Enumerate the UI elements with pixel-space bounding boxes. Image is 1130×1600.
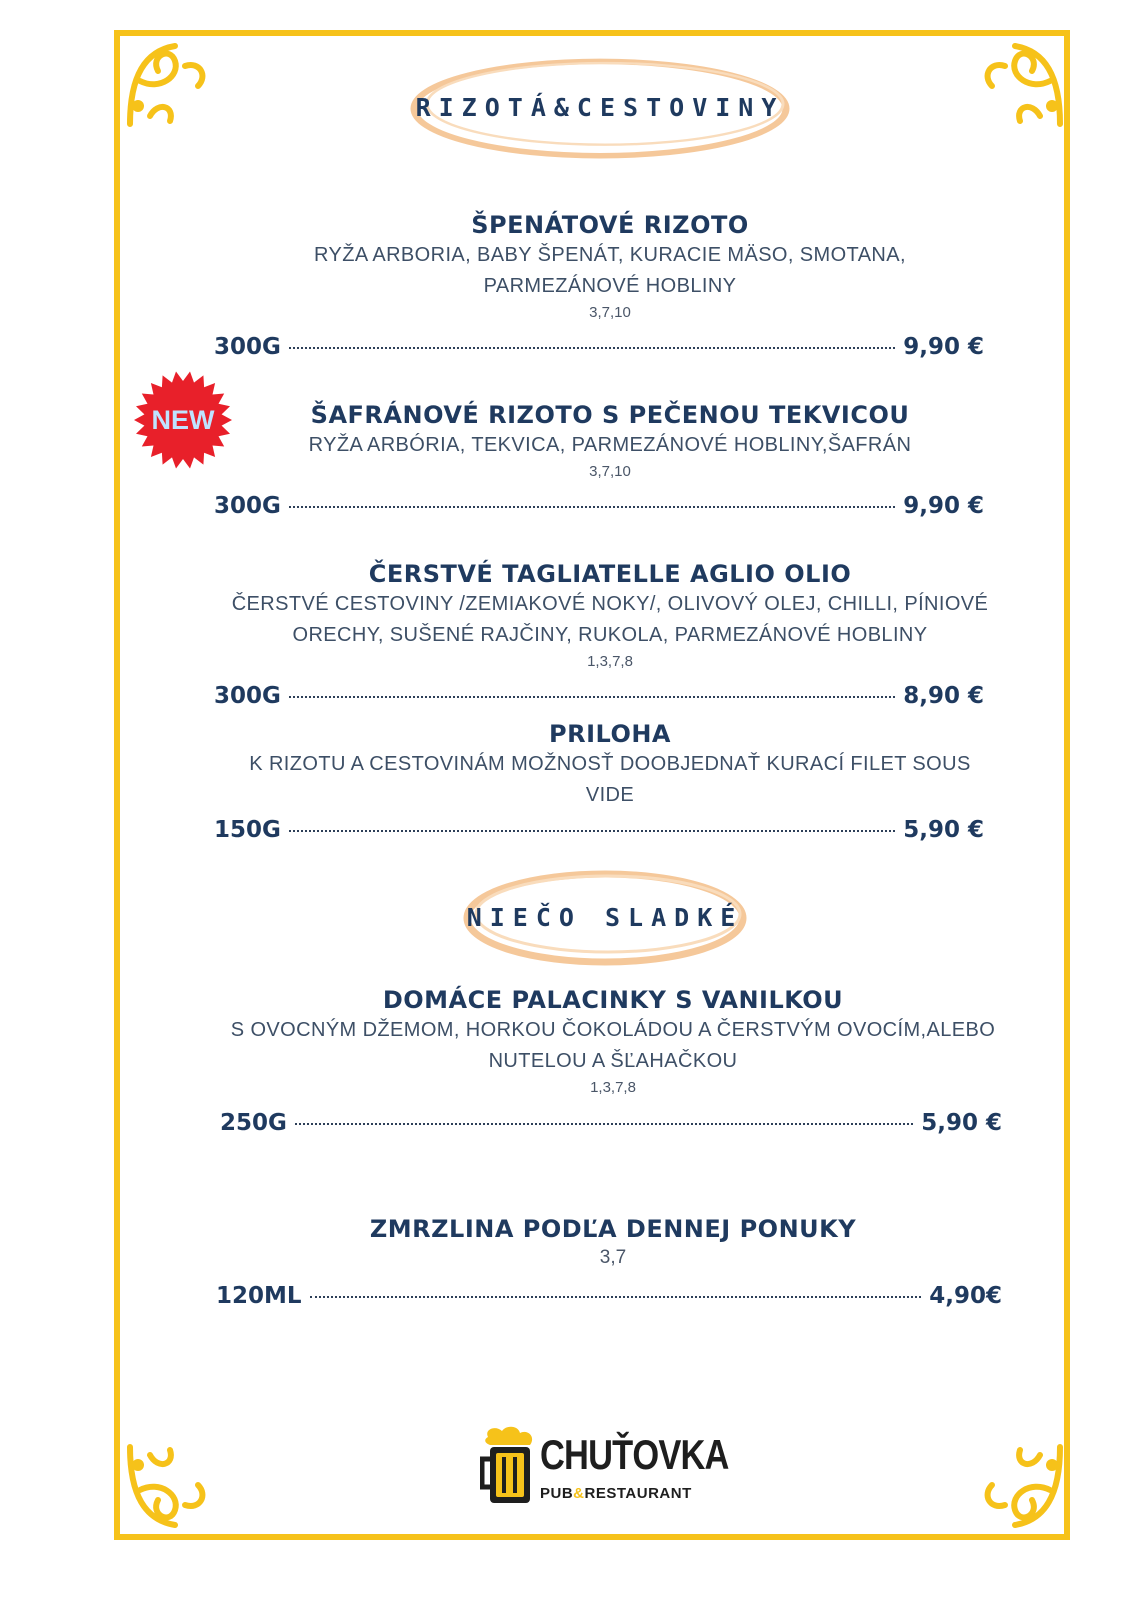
dish-weight: 300G bbox=[214, 334, 281, 360]
section-title-text: NIEČO SLADKÉ bbox=[466, 902, 744, 932]
corner-ornament-bottom-left bbox=[120, 1440, 215, 1535]
corner-ornament-bottom-right bbox=[975, 1440, 1070, 1535]
dish-description-line-1: K RIZOTU A CESTOVINÁM MOŽNOSŤ DOOBJEDNAŤ KURACÍ FILET SOUS bbox=[249, 753, 971, 775]
dish-description-line-1: ČERSTVÉ CESTOVINY /ZEMIAKOVÉ NOKY/, OLIVOVÝ OLEJ, CHILLI, PÍNIOVÉ bbox=[231, 593, 989, 615]
dish-price: 4,90€ bbox=[929, 1283, 1002, 1309]
dish-ice-cream bbox=[198, 1214, 1028, 1272]
dot-leader bbox=[289, 506, 895, 508]
dish-allergens: 1,3,7,8 bbox=[587, 653, 633, 670]
dish-description-line-2: VIDE bbox=[585, 784, 635, 806]
dish-allergens: 3,7 bbox=[599, 1247, 627, 1268]
corner-ornament-top-right bbox=[975, 36, 1070, 131]
logo-brand-name: CHUŤOVKA bbox=[540, 1431, 729, 1478]
dish-description-line-1: RYŽA ARBÓRIA, TEKVICA, PARMEZÁNOVÉ HOBLINY,ŠAFRÁN bbox=[308, 434, 912, 456]
dish-tagliatelle-aglio-olio bbox=[195, 559, 1025, 673]
logo-sub-restaurant: RESTAURANT bbox=[584, 1485, 692, 1502]
logo-subtitle bbox=[540, 1485, 692, 1502]
section-title-text: RIZOTÁ&CESTOVINY bbox=[415, 92, 785, 122]
price-line-tagliatelle bbox=[214, 683, 984, 709]
dish-price: 9,90 € bbox=[903, 334, 984, 360]
dish-price: 5,90 € bbox=[903, 817, 984, 843]
price-line-spinach-risotto bbox=[214, 334, 984, 360]
dish-description-line-2: ORECHY, SUŠENÉ RAJČINY, RUKOLA, PARMEZÁNOVÉ HOBLINY bbox=[292, 624, 928, 646]
dish-name: PRILOHA bbox=[549, 720, 671, 748]
dish-name: ZMRZLINA PODĽA DENNEJ PONUKY bbox=[369, 1215, 857, 1243]
new-badge-label: NEW bbox=[151, 404, 215, 435]
price-line-side bbox=[214, 817, 984, 843]
dish-side-chicken bbox=[195, 719, 1025, 811]
price-line-pancakes bbox=[220, 1110, 1002, 1136]
dish-allergens: 1,3,7,8 bbox=[590, 1079, 636, 1096]
dish-pancakes bbox=[198, 985, 1028, 1099]
dish-weight: 120ML bbox=[216, 1283, 302, 1309]
dish-name: ŠPENÁTOVÉ RIZOTO bbox=[471, 211, 749, 239]
restaurant-logo bbox=[480, 1425, 729, 1510]
section-title-desserts bbox=[455, 862, 755, 972]
dish-name: DOMÁCE PALACINKY S VANILKOU bbox=[382, 986, 844, 1014]
dish-weight: 250G bbox=[220, 1110, 287, 1136]
dish-allergens: 3,7,10 bbox=[589, 304, 631, 321]
price-line-saffron-risotto bbox=[214, 493, 984, 519]
dish-price: 9,90 € bbox=[903, 493, 984, 519]
dish-weight: 150G bbox=[214, 817, 281, 843]
dish-name: ŠAFRÁNOVÉ RIZOTO S PEČENOU TEKVICOU bbox=[310, 401, 910, 429]
dish-description-line-1: S OVOCNÝM DŽEMOM, HORKOU ČOKOLÁDOU A ČERSTVÝM OVOCÍM,ALEBO bbox=[230, 1019, 996, 1041]
section-title-risotto-pasta bbox=[400, 52, 800, 162]
corner-ornament-top-left bbox=[120, 36, 215, 131]
logo-sub-pub: PUB bbox=[540, 1485, 574, 1502]
beer-mug-icon bbox=[480, 1425, 540, 1510]
price-line-ice-cream bbox=[216, 1283, 1002, 1309]
dot-leader bbox=[310, 1296, 922, 1298]
dish-weight: 300G bbox=[214, 493, 281, 519]
dish-description-line-1: RYŽA ARBORIA, BABY ŠPENÁT, KURACIE MÄSO, SMOTANA, bbox=[314, 244, 906, 266]
dish-allergens: 3,7,10 bbox=[589, 463, 631, 480]
dot-leader bbox=[295, 1123, 913, 1125]
logo-sub-amp: & bbox=[573, 1485, 585, 1502]
dot-leader bbox=[289, 347, 895, 349]
dish-description-line-2: NUTELOU A ŠĽAHAČKOU bbox=[488, 1050, 738, 1072]
dish-spinach-risotto bbox=[195, 210, 1025, 324]
dish-price: 8,90 € bbox=[903, 683, 984, 709]
dot-leader bbox=[289, 696, 895, 698]
dish-price: 5,90 € bbox=[921, 1110, 1002, 1136]
dish-description-line-2: PARMEZÁNOVÉ HOBLINY bbox=[483, 275, 737, 297]
dish-name: ČERSTVÉ TAGLIATELLE AGLIO OLIO bbox=[368, 560, 852, 588]
dot-leader bbox=[289, 830, 895, 832]
dish-weight: 300G bbox=[214, 683, 281, 709]
dish-saffron-risotto bbox=[195, 400, 1025, 483]
